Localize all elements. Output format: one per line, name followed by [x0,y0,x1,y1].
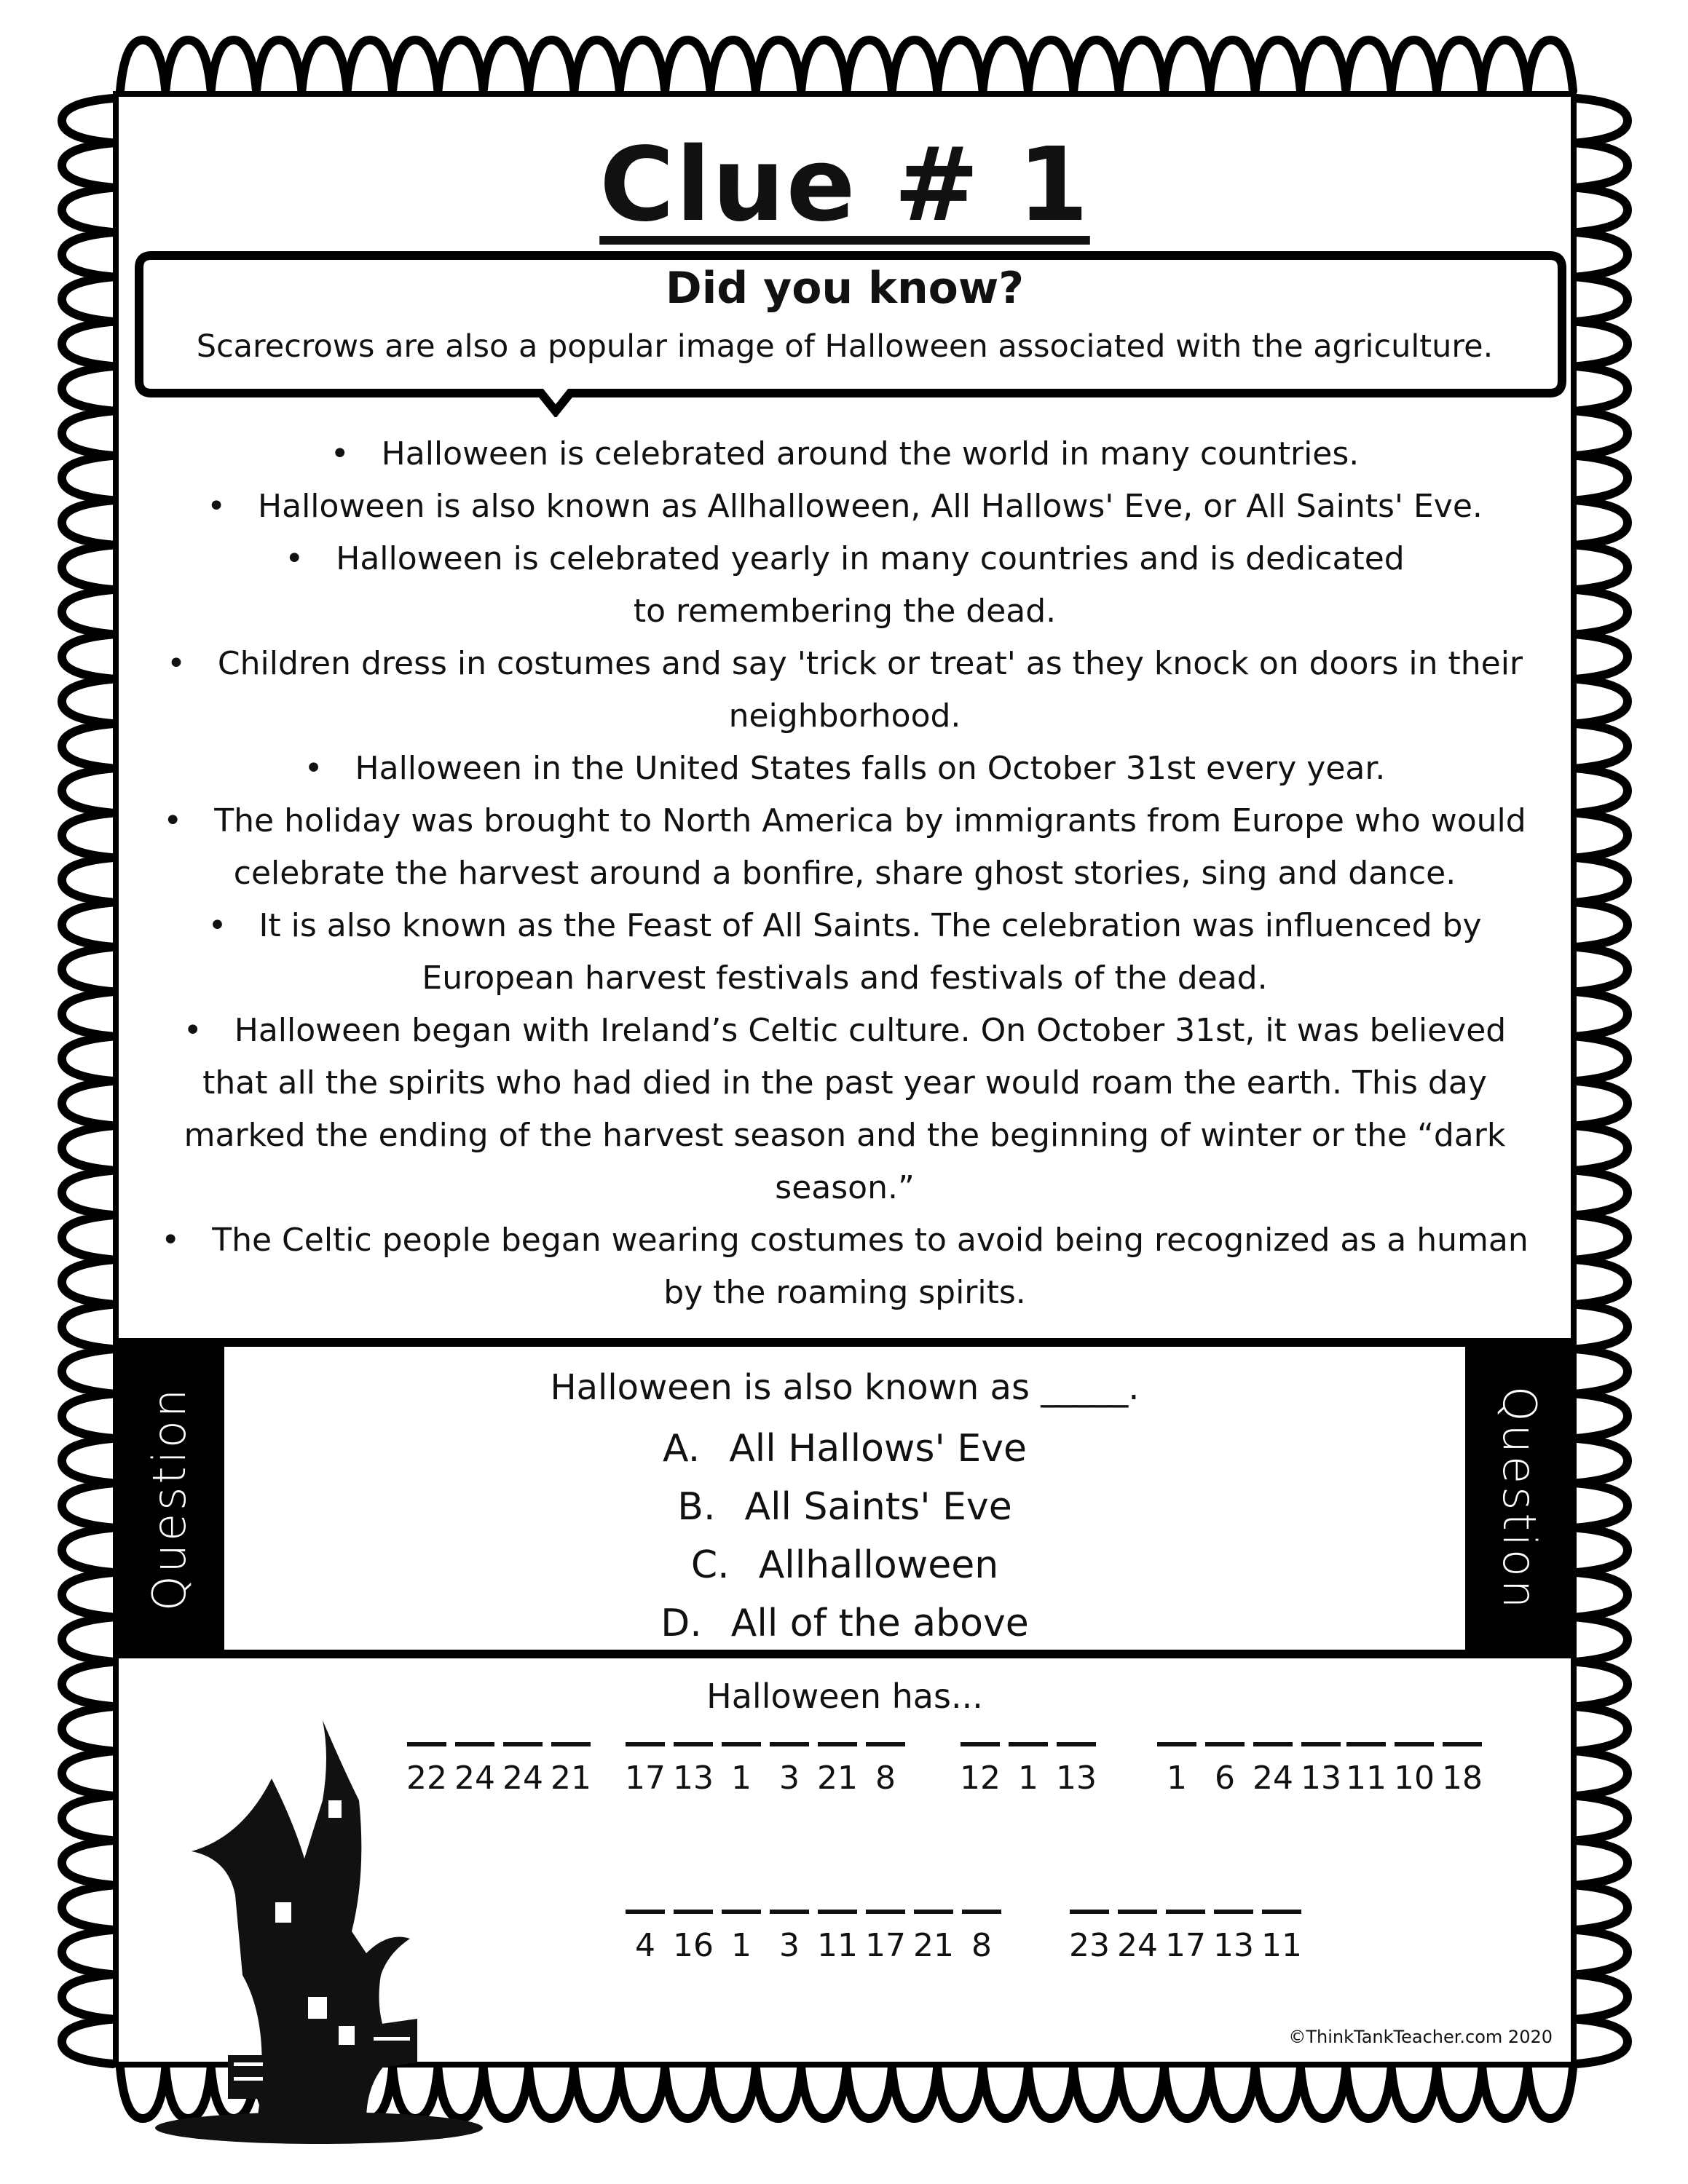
cipher-letter-cell[interactable] [547,1742,595,1797]
cipher-word [956,1742,1100,1797]
cipher-letter-cell[interactable] [1004,1742,1052,1797]
cipher-word [1342,1742,1486,1797]
cipher-number: 24 [1253,1760,1293,1797]
cipher-number: 13 [1056,1760,1097,1797]
letter-blank[interactable] [1395,1742,1434,1746]
cipher-number: 21 [817,1760,858,1797]
cipher-number: 3 [779,1927,800,1964]
puzzle-title: Halloween has... [706,1677,983,1716]
cipher-letter-cell[interactable] [717,1910,765,1964]
copyright-credit: ©ThinkTankTeacher.com 2020 [1288,2027,1553,2047]
cipher-number: 3 [779,1760,800,1797]
letter-blank[interactable] [866,1910,905,1914]
cipher-number: 17 [625,1760,666,1797]
cipher-letter-cell[interactable] [956,1742,1004,1797]
cipher-letter-cell[interactable] [1065,1910,1113,1964]
letter-blank[interactable] [1166,1910,1205,1914]
cipher-letter-cell[interactable] [1153,1742,1201,1797]
letter-blank[interactable] [1057,1742,1096,1746]
answer-option-d[interactable]: D. All of the above [660,1602,1029,1645]
cipher-letter-cell[interactable] [1249,1742,1297,1797]
cipher-number: 1 [1018,1760,1038,1797]
letter-blank[interactable] [407,1742,446,1746]
cipher-letter-cell[interactable] [910,1910,958,1964]
cipher-letter-cell[interactable] [813,1742,861,1797]
letter-blank[interactable] [1443,1742,1482,1746]
question-prompt: Halloween is also known as _____. [550,1367,1140,1408]
cipher-letter-cell[interactable] [621,1742,669,1797]
cipher-letter-cell[interactable] [1342,1742,1390,1797]
cipher-number: 17 [865,1927,906,1964]
cipher-word [621,1742,910,1797]
cipher-letter-cell[interactable] [669,1910,717,1964]
letter-blank[interactable] [961,1742,1000,1746]
cipher-number: 16 [673,1927,714,1964]
letter-blank[interactable] [1346,1742,1386,1746]
question-band [119,1338,1571,1658]
letter-blank[interactable] [962,1910,1001,1914]
letter-blank[interactable] [770,1910,809,1914]
cipher-letter-cell[interactable] [861,1742,910,1797]
cipher-letter-cell[interactable] [403,1742,451,1797]
cipher-letter-cell[interactable] [1162,1910,1210,1964]
letter-blank[interactable] [770,1742,809,1746]
letter-blank[interactable] [1301,1742,1341,1746]
cipher-number: 12 [960,1760,1001,1797]
cipher-word [1153,1742,1345,1797]
cipher-number: 4 [635,1927,655,1964]
letter-blank[interactable] [1253,1742,1293,1746]
fact-item: • Halloween is celebrated around the world in many countries. [330,435,1360,472]
letter-blank[interactable] [914,1910,953,1914]
cipher-word [403,1742,595,1797]
cipher-letter-cell[interactable] [1438,1742,1486,1797]
cipher-letter-cell[interactable] [958,1910,1006,1964]
did-you-know-text: Scarecrows are also a popular image of Halloween associated with the agriculture. [196,328,1494,365]
cipher-letter-cell[interactable] [1390,1742,1438,1797]
facts-list [133,428,1556,1319]
letter-blank[interactable] [626,1742,665,1746]
letter-blank[interactable] [1205,1742,1245,1746]
cipher-letter-cell[interactable] [765,1910,813,1964]
letter-blank[interactable] [1157,1742,1196,1746]
cipher-letter-cell[interactable] [1052,1742,1100,1797]
cipher-letter-cell[interactable] [499,1742,547,1797]
cipher-number: 6 [1215,1760,1235,1797]
cipher-letter-cell[interactable] [765,1742,813,1797]
cipher-letter-cell[interactable] [1201,1742,1249,1797]
letter-blank[interactable] [818,1742,857,1746]
cipher-letter-cell[interactable] [1258,1910,1306,1964]
cipher-number: 22 [406,1760,447,1797]
cipher-word [621,1910,1006,1964]
cipher-number: 1 [1167,1760,1187,1797]
fact-item: • Halloween is also known as Allhalloween, All Hallows' Eve, or All Saints' Eve. [207,488,1483,525]
fact-item: • Halloween began with Ireland’s Celtic culture. On October 31st, it was believed that all the spirits who had died in the past year would roam the earth. This day marked the ending of the harvest season and the beginning of winter or the “dark season.” [183,1012,1507,1206]
cipher-letter-cell[interactable] [669,1742,717,1797]
letter-blank[interactable] [818,1910,857,1914]
cipher-letter-cell[interactable] [451,1742,499,1797]
cipher-number: 13 [1213,1927,1254,1964]
letter-blank[interactable] [1214,1910,1253,1914]
cipher-letter-cell[interactable] [1210,1910,1258,1964]
cipher-number: 23 [1069,1927,1110,1964]
cipher-number: 8 [875,1760,896,1797]
letter-blank[interactable] [674,1742,713,1746]
fact-item: • Halloween is celebrated yearly in many countries and is dedicated to remembering the dead. [285,540,1405,630]
border-loop [1577,98,1628,2064]
cipher-number: 18 [1442,1760,1483,1797]
cipher-number: 24 [454,1760,495,1797]
letter-blank[interactable] [1009,1742,1048,1746]
cipher-number: 1 [731,1927,752,1964]
letter-blank[interactable] [722,1742,761,1746]
question-side-label-right: Question [1493,1385,1547,1611]
cipher-number: 17 [1165,1927,1206,1964]
letter-blank[interactable] [503,1742,543,1746]
fact-item: • It is also known as the Feast of All Saints. The celebration was influenced by European harvest festivals and festivals of the dead. [208,907,1482,997]
answer-option-a[interactable]: A. All Hallows' Eve [663,1427,1027,1471]
question-side-label-left: Question [143,1385,197,1611]
cipher-number: 13 [1301,1760,1341,1797]
page-title: Clue # 1 [599,126,1090,245]
letter-blank[interactable] [626,1910,665,1914]
cipher-word [1065,1910,1306,1964]
cipher-letter-cell[interactable] [717,1742,765,1797]
did-you-know-heading: Did you know? [665,263,1025,314]
cipher-letter-cell[interactable] [621,1910,669,1964]
cipher-letter-cell[interactable] [813,1910,861,1964]
cipher-number: 11 [1261,1927,1302,1964]
cipher-number: 10 [1394,1760,1435,1797]
cipher-number: 24 [1117,1927,1158,1964]
border-loop [120,40,1573,91]
question-box [224,1347,1465,1650]
cipher-number: 1 [731,1760,752,1797]
cipher-number: 8 [971,1927,992,1964]
cipher-letter-cell[interactable] [1113,1910,1162,1964]
fact-item: • Children dress in costumes and say 'trick or treat' as they knock on doors in their neighborhood. [166,645,1523,735]
letter-blank[interactable] [674,1910,713,1914]
fact-item: • Halloween in the United States falls on October 31st every year. [304,750,1386,787]
cipher-number: 13 [673,1760,714,1797]
cipher-number: 21 [551,1760,591,1797]
border-loop [62,98,113,2064]
letter-blank[interactable] [1118,1910,1157,1914]
letter-blank[interactable] [455,1742,494,1746]
fact-item: • The Celtic people began wearing costumes to avoid being recognized as a human by the roaming spirits. [161,1222,1529,1311]
letter-blank[interactable] [722,1910,761,1914]
answer-option-b[interactable]: B. All Saints' Eve [677,1485,1012,1529]
letter-blank[interactable] [551,1742,591,1746]
worksheet-frame [113,91,1577,2068]
cipher-number: 24 [502,1760,543,1797]
cipher-number: 11 [817,1927,858,1964]
cipher-letter-cell[interactable] [1297,1742,1345,1797]
cipher-letter-cell[interactable] [861,1910,910,1964]
cipher-number: 11 [1346,1760,1387,1797]
fact-item: • The holiday was brought to North America by immigrants from Europe who would celebrate the harvest around a bonfire, share ghost stories, sing and dance. [163,802,1526,892]
letter-blank[interactable] [1262,1910,1301,1914]
letter-blank[interactable] [1070,1910,1109,1914]
cipher-number: 21 [913,1927,954,1964]
answer-options [224,1420,1465,1653]
answer-option-c[interactable]: C. Allhalloween [690,1543,999,1587]
letter-blank[interactable] [866,1742,905,1746]
